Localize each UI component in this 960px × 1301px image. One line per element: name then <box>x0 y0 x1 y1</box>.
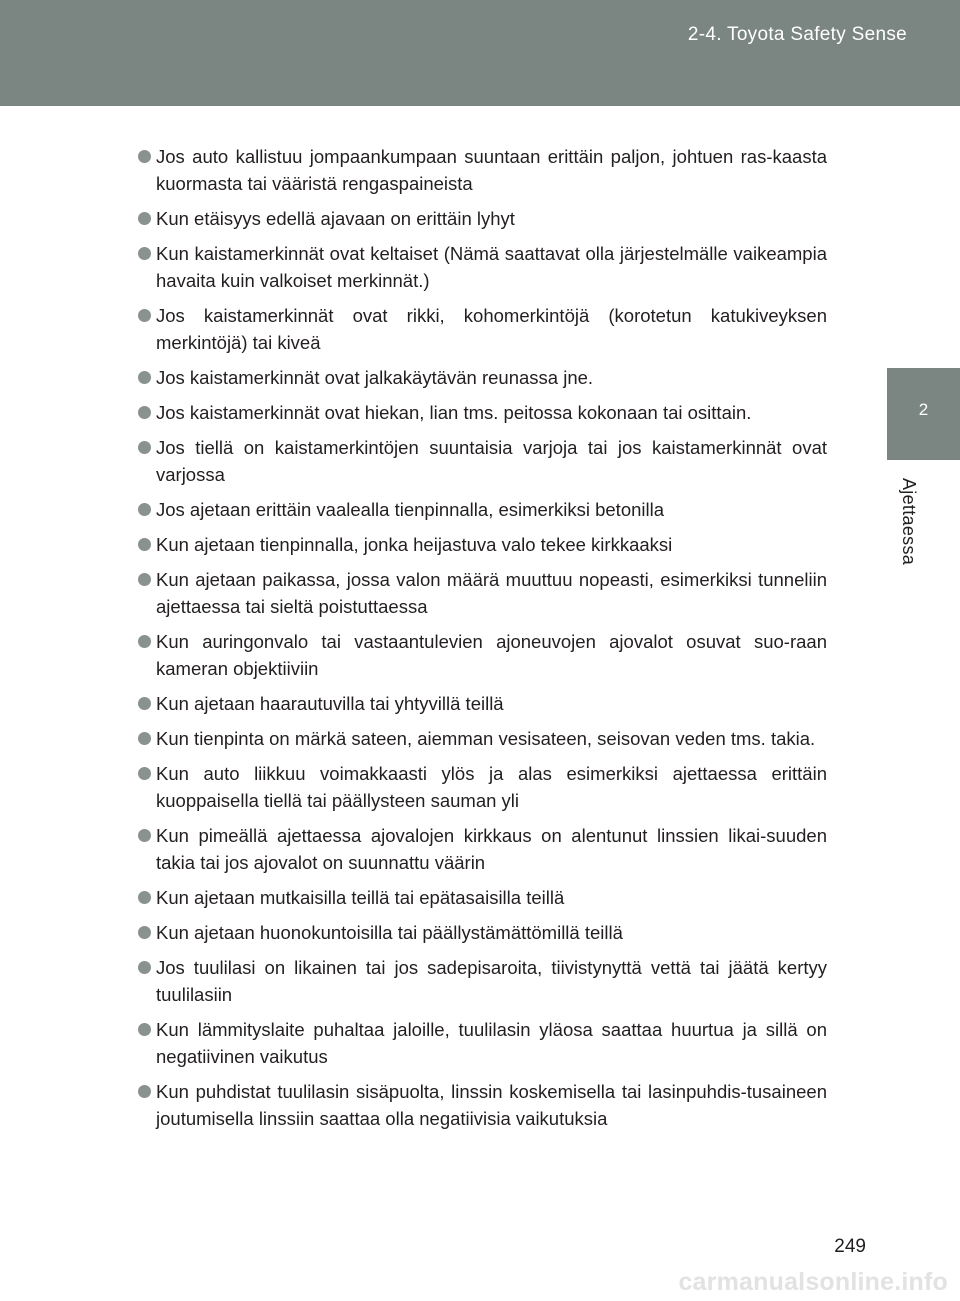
list-item <box>135 364 827 391</box>
chapter-label: Ajettaessa <box>899 478 919 566</box>
bullet-dot-icon <box>138 503 151 516</box>
bullet-dot-icon <box>138 441 151 454</box>
list-item <box>135 884 827 911</box>
bullet-list <box>135 143 827 1140</box>
list-item <box>135 496 827 523</box>
list-item <box>135 531 827 558</box>
list-item-text: Kun ajetaan tienpinnalla, jonka heijastuva valo tekee kirkkaaksi <box>156 534 673 555</box>
list-item <box>135 143 827 197</box>
list-item-text: Jos ajetaan erittäin vaalealla tienpinnalla, esimerkiksi betonilla <box>156 499 665 520</box>
bullet-dot-icon <box>138 635 151 648</box>
bullet-dot-icon <box>138 767 151 780</box>
list-item-text: Jos kaistamerkinnät ovat jalkakäytävän reunassa jne. <box>156 367 594 388</box>
list-item <box>135 240 827 294</box>
list-item <box>135 725 827 752</box>
bullet-dot-icon <box>138 926 151 939</box>
bullet-dot-icon <box>138 732 151 745</box>
list-item-text: Kun auringonvalo tai vastaantulevien ajoneuvojen ajovalot osuvat suo-raan kameran objektiiviin <box>156 631 827 679</box>
bullet-dot-icon <box>138 150 151 163</box>
list-item-text: Kun pimeällä ajettaessa ajovalojen kirkkaus on alentunut linssien likai-suuden takia tai jos ajovalot on suunnattu väärin <box>156 825 827 873</box>
list-item-text: Kun etäisyys edellä ajavaan on erittäin lyhyt <box>156 208 515 229</box>
list-item <box>135 566 827 620</box>
bullet-dot-icon <box>138 829 151 842</box>
list-item <box>135 760 827 814</box>
list-item <box>135 954 827 1008</box>
list-item <box>135 1016 827 1070</box>
section-title: 2-4. Toyota Safety Sense <box>687 24 907 45</box>
list-item-text: Kun lämmityslaite puhaltaa jaloille, tuulilasin yläosa saattaa huurtua ja sillä on negatiivinen vaikutus <box>156 1019 827 1067</box>
list-item-text: Kun kaistamerkinnät ovat keltaiset (Nämä saattavat olla järjestelmälle vaikeampia havaita kuin valkoiset merkinnät.) <box>156 243 827 291</box>
page-header <box>0 0 960 106</box>
list-item <box>135 302 827 356</box>
bullet-dot-icon <box>138 247 151 260</box>
bullet-dot-icon <box>138 538 151 551</box>
list-item-text: Kun auto liikkuu voimakkaasti ylös ja alas esimerkiksi ajettaessa erittäin kuoppaisella tiellä tai päällysteen sauman yli <box>156 763 827 811</box>
list-item-text: Jos kaistamerkinnät ovat rikki, kohomerkintöjä (korotetun katukiveyksen merkintöjä) tai kiveä <box>156 305 827 353</box>
list-item-text: Kun tienpinta on märkä sateen, aiemman vesisateen, seisovan veden tms. takia. <box>156 728 816 749</box>
list-item <box>135 205 827 232</box>
list-item <box>135 399 827 426</box>
list-item-text: Jos kaistamerkinnät ovat hiekan, lian tms. peitossa kokonaan tai osittain. <box>156 402 752 423</box>
list-item-text: Kun puhdistat tuulilasin sisäpuolta, linssin koskemisella tai lasinpuhdis-tusaineen joutumisella linssiin saattaa olla negatiivisia vaikutuksia <box>156 1081 827 1129</box>
chapter-number: 2 <box>918 400 929 419</box>
list-item-text: Jos tuulilasi on likainen tai jos sadepisaroita, tiivistynyttä vettä tai jäätä kertyy tuulilasiin <box>156 957 827 1005</box>
bullet-dot-icon <box>138 212 151 225</box>
list-item-text: Jos auto kallistuu jompaankumpaan suuntaan erittäin paljon, johtuen ras-kaasta kuormasta tai vääristä rengaspaineista <box>156 146 827 194</box>
list-item-text: Kun ajetaan paikassa, jossa valon määrä muuttuu nopeasti, esimerkiksi tunneliin ajettaessa tai sieltä poistuttaessa <box>156 569 827 617</box>
chapter-label-area <box>887 460 960 660</box>
list-item <box>135 822 827 876</box>
page-number: 249 <box>834 1236 866 1257</box>
list-item <box>135 1078 827 1132</box>
list-item <box>135 434 827 488</box>
watermark: carmanualsonline.info <box>678 1268 948 1296</box>
bullet-dot-icon <box>138 1085 151 1098</box>
bullet-dot-icon <box>138 961 151 974</box>
list-item <box>135 919 827 946</box>
bullet-dot-icon <box>138 891 151 904</box>
bullet-dot-icon <box>138 371 151 384</box>
list-item-text: Kun ajetaan mutkaisilla teillä tai epätasaisilla teillä <box>156 887 565 908</box>
list-item <box>135 690 827 717</box>
list-item-text: Kun ajetaan haarautuvilla tai yhtyvillä teillä <box>156 693 504 714</box>
chapter-tab <box>887 368 960 460</box>
bullet-dot-icon <box>138 573 151 586</box>
bullet-dot-icon <box>138 406 151 419</box>
bullet-dot-icon <box>138 1023 151 1036</box>
list-item-text: Jos tiellä on kaistamerkintöjen suuntaisia varjoja tai jos kaistamerkinnät ovat varjossa <box>156 437 827 485</box>
list-item-text: Kun ajetaan huonokuntoisilla tai päällystämättömillä teillä <box>156 922 623 943</box>
list-item <box>135 628 827 682</box>
bullet-dot-icon <box>138 697 151 710</box>
bullet-dot-icon <box>138 309 151 322</box>
